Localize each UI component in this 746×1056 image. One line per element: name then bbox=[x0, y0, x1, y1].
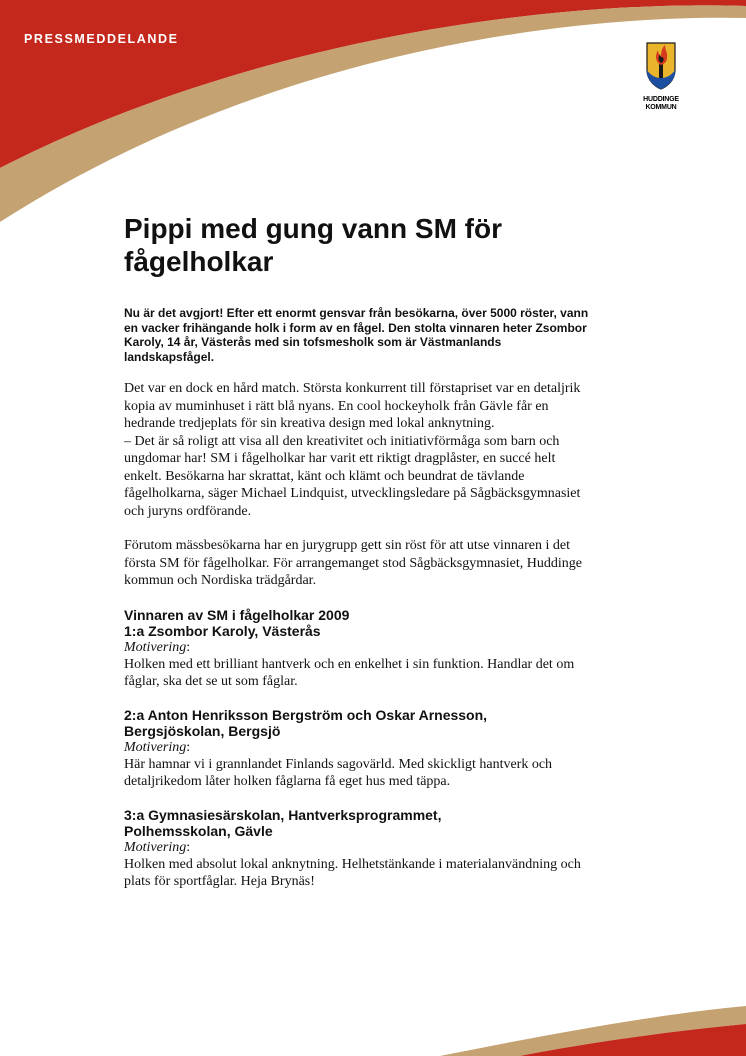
paragraph-2: – Det är så roligt att visa all den kreativitet och initiativförmåga som barn och ungdomar har! SM i fågelholkar har varit ett riktigt dragplåster, en succé helt enkelt. Besökarna har skrattat, känt och klämt och beundrat de tävlande fågelholkarna, säger Michael Lindquist, utvecklingsledare på Sågbäcksgymnasiet och juryns ordförande. bbox=[124, 433, 581, 519]
paragraph-3: Förutom mässbesökarna har en jurygrupp gett sin röst för att utse vinnaren i det första SM för fågelholkar. För arrangemanget stod Sågbäcksgymnasiet, Huddinge kommun och Nordiska trädgårdar. bbox=[124, 538, 583, 588]
winner-3-title-line-1: 3:a Gymnasiesärskolan, Hantverksprogrammet, bbox=[124, 806, 442, 823]
winner-3-title-line-2: Polhemsskolan, Gävle bbox=[124, 823, 273, 839]
winner-3-text: Holken med absolut lokal anknytning. Helhetstänkande i materialanvändning och plats för sportfåglar. Heja Brynäs! bbox=[124, 856, 581, 889]
winners-heading: Vinnaren av SM i fågelholkar 2009 bbox=[124, 606, 350, 623]
article-lead: Nu är det avgjort! Efter ett enormt gensvar från besökarna, över 5000 röster, vann en vacker frihängande holk i form av en fågel. Den stolta vinnaren heter Zsombor Karoly, 14 år, Västerås med sin tofsmesholk som är Västmanlands landskapsfågel. bbox=[124, 306, 589, 364]
winner-1 bbox=[124, 623, 594, 691]
winner-2-title-line-1: 2:a Anton Henriksson Bergström och Oskar Arnesson, bbox=[124, 706, 488, 723]
article-body bbox=[124, 212, 594, 907]
logo-line-2: KOMMUN bbox=[645, 104, 677, 111]
motivation-label-text: Motivering bbox=[124, 639, 187, 655]
winner-2-text: Här hamnar vi i grannlandet Finlands sagovärld. Med skickligt hantverk och detaljrikedom låter holken fåglarna få eget hus med täppa. bbox=[124, 756, 553, 789]
logo-line-1: HUDDINGE bbox=[643, 96, 679, 103]
paragraph-1: Det var en dock en hård match. Största konkurrent till förstapriset var en detaljrik kopia av muminhuset i rätt blå nyans. En cool hockeyholk från Gävle får en hedrande tredjeplats för sin kreativa design med lokal anknytning. bbox=[124, 381, 581, 431]
motivation-label-text: Motivering bbox=[124, 739, 187, 755]
logo-text bbox=[636, 96, 686, 112]
winner-1-text: Holken med ett brilliant hantverk och en enkelhet i sin funktion. Handlar det om fåglar, ska det se ut som fåglar. bbox=[124, 656, 575, 689]
motivation-label-text: Motivering bbox=[124, 839, 187, 855]
winner-2-title-line-2: Bergsjöskolan, Bergsjö bbox=[124, 723, 281, 739]
article-title: Pippi med gung vann SM för fågelholkar bbox=[124, 213, 502, 277]
winner-3 bbox=[124, 807, 594, 891]
winner-1-title: 1:a Zsombor Karoly, Västerås bbox=[124, 623, 321, 639]
winner-2 bbox=[124, 707, 594, 791]
press-release-label: PRESSMEDDELANDE bbox=[24, 32, 179, 46]
coat-of-arms-icon bbox=[646, 42, 676, 90]
municipality-logo bbox=[636, 42, 686, 112]
winner-1-motivation-label: Motivering: bbox=[124, 639, 191, 655]
winner-2-motivation-label: Motivering: bbox=[124, 739, 191, 755]
winner-3-motivation-label: Motivering: bbox=[124, 839, 191, 855]
